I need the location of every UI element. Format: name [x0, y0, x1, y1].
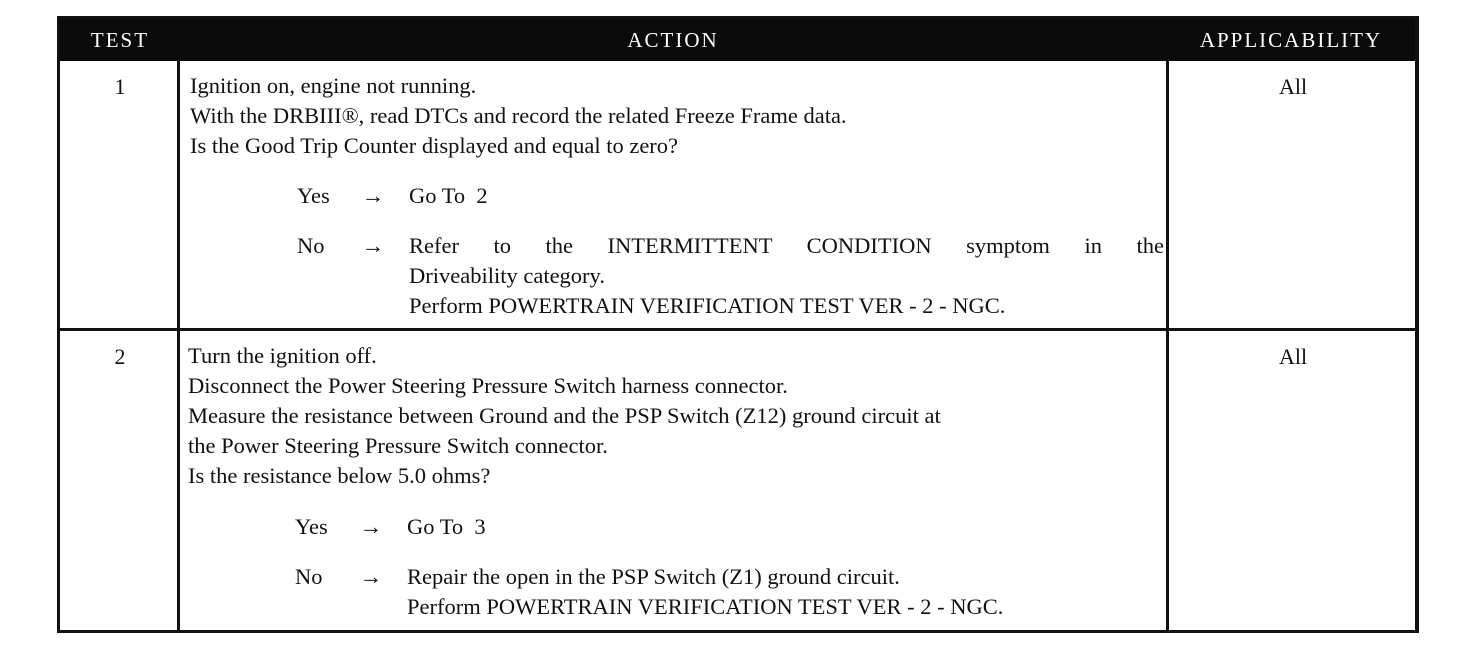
- action-line: With the DRBIII®, read DTCs and record the related Freeze Frame data.: [190, 103, 847, 128]
- result-line: Repair the open in the PSP Switch (Z1) ground circuit.: [407, 564, 900, 589]
- result-line: Driveability category.: [409, 263, 605, 288]
- arrow-icon: →: [359, 564, 383, 589]
- no-result: [407, 562, 1162, 622]
- table-row: [60, 61, 1415, 328]
- action-text: [190, 71, 1160, 161]
- result-line: Go To 2: [409, 183, 488, 208]
- arrow-icon: →: [361, 233, 385, 258]
- action-line: Is the resistance below 5.0 ohms?: [188, 463, 491, 488]
- result-line: Refer to the INTERMITTENT CONDITION symptom in the: [409, 233, 1164, 258]
- action-line: Disconnect the Power Steering Pressure Switch harness connector.: [188, 373, 788, 398]
- yes-label: Yes: [295, 514, 328, 539]
- no-result: [409, 231, 1164, 321]
- no-label: No: [297, 233, 325, 258]
- result-line: Go To 3: [407, 514, 486, 539]
- no-label: No: [295, 564, 323, 589]
- action-line: Turn the ignition off.: [188, 343, 377, 368]
- action-line: the Power Steering Pressure Switch connector.: [188, 433, 608, 458]
- test-number: 2: [114, 344, 126, 369]
- applicability-value: All: [1278, 344, 1308, 369]
- arrow-icon: →: [359, 514, 383, 539]
- diagnostic-test-table: [57, 16, 1419, 633]
- action-line: Ignition on, engine not running.: [190, 73, 477, 98]
- result-line: Perform POWERTRAIN VERIFICATION TEST VER - 2 - NGC.: [407, 594, 1004, 619]
- header-test: TEST: [90, 28, 150, 52]
- yes-result: [409, 181, 1164, 211]
- arrow-icon: →: [361, 183, 385, 208]
- applicability-value: All: [1278, 74, 1308, 99]
- yes-result: [407, 512, 1162, 542]
- header-action: ACTION: [627, 28, 719, 52]
- action-line: Measure the resistance between Ground and the PSP Switch (Z12) ground circuit at: [188, 403, 941, 428]
- result-line: Perform POWERTRAIN VERIFICATION TEST VER - 2 - NGC.: [409, 293, 1006, 318]
- table-header: [60, 19, 1415, 61]
- yes-label: Yes: [297, 183, 330, 208]
- table-row: [60, 331, 1415, 633]
- header-applicability: APPLICABILITY: [1199, 28, 1383, 52]
- action-text: [188, 341, 1158, 491]
- test-number: 1: [114, 74, 126, 99]
- action-line: Is the Good Trip Counter displayed and equal to zero?: [190, 133, 679, 158]
